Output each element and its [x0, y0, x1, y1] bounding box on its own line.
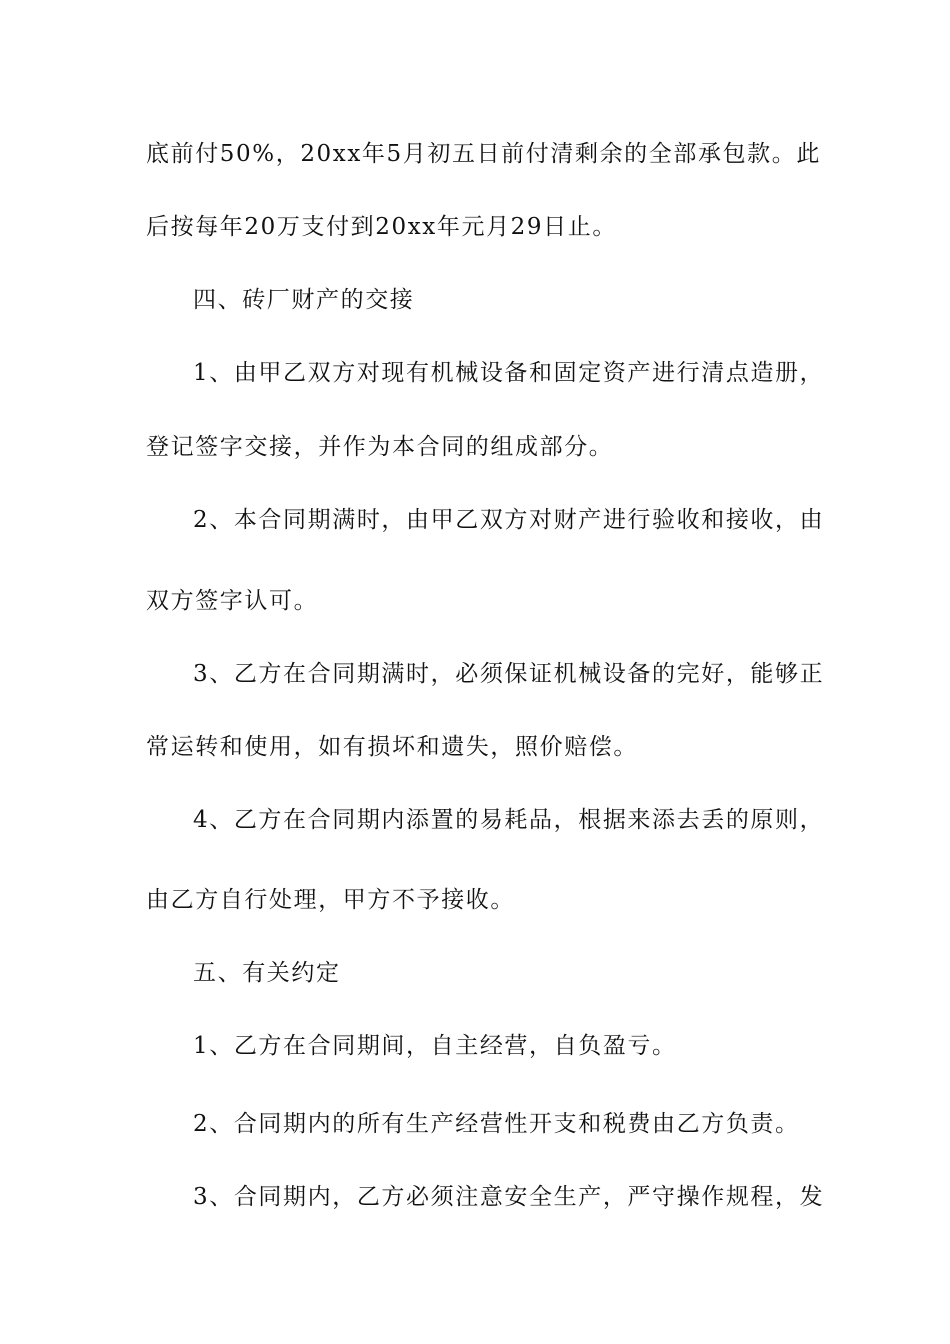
paragraph-line: 1、乙方在合同期间，自主经营，自负盈亏。	[193, 1033, 677, 1059]
paragraph-line: 4、乙方在合同期内添置的易耗品，根据来添去丢的原则，	[193, 807, 825, 833]
paragraph-line: 3、乙方在合同期满时，必须保证机械设备的完好，能够正	[193, 661, 825, 687]
paragraph-line: 常运转和使用，如有损坏和遗失，照价赔偿。	[146, 734, 638, 760]
paragraph-line: 底前付50%，20xx年5月初五日前付清剩余的全部承包款。此	[146, 141, 821, 167]
paragraph-line: 2、本合同期满时，由甲乙双方对财产进行验收和接收，由	[193, 507, 825, 533]
paragraph-line: 3、合同期内，乙方必须注意安全生产，严守操作规程，发	[193, 1184, 825, 1210]
paragraph-line: 2、合同期内的所有生产经营性开支和税费由乙方负责。	[193, 1111, 800, 1137]
paragraph-line: 后按每年20万支付到20xx年元月29日止。	[146, 214, 617, 240]
paragraph-line: 双方签字认可。	[146, 588, 319, 614]
paragraph-line: 登记签字交接，并作为本合同的组成部分。	[146, 434, 614, 460]
paragraph-line: 由乙方自行处理，甲方不予接收。	[146, 887, 515, 913]
section-heading: 五、有关约定	[193, 960, 341, 986]
section-heading: 四、砖厂财产的交接	[193, 287, 415, 313]
paragraph-line: 1、由甲乙双方对现有机械设备和固定资产进行清点造册，	[193, 360, 825, 386]
